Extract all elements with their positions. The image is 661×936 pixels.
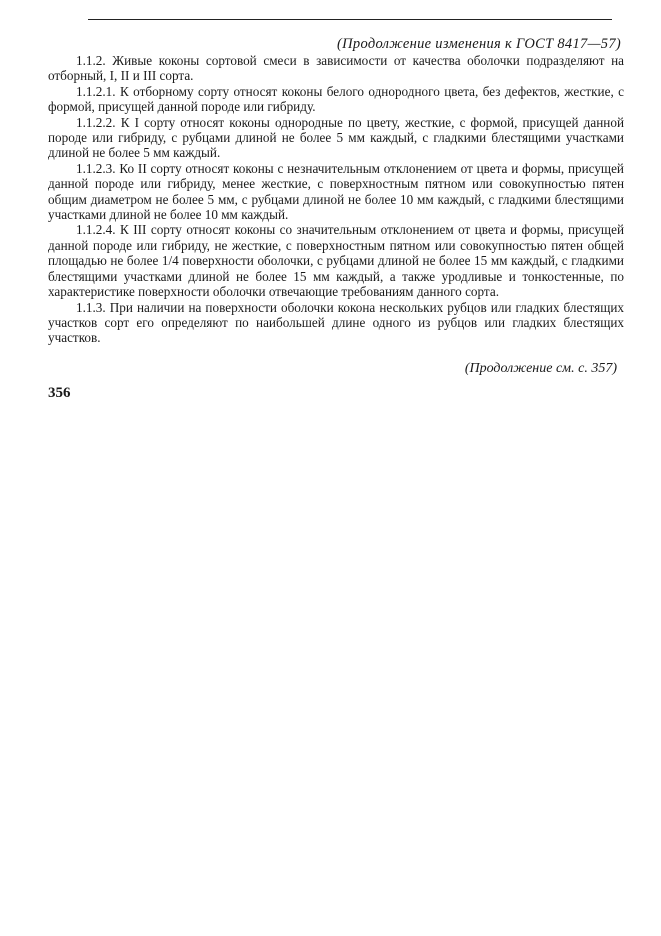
paragraph-1-1-3: 1.1.3. При наличии на поверхности оболочки кокона нескольких рубцов или гладких блестящих участков сорт его определяют по наибольшей длине одного из рубцов или гладких блестящих участков. xyxy=(48,299,624,346)
paragraph-1-1-2-1: 1.1.2.1. К отборному сорту относят коконы белого однородного цвета, без дефектов, жесткие, с формой, присущей данной породе или гибриду. xyxy=(48,83,624,115)
top-rule xyxy=(88,19,612,20)
header-continuation-note: (Продолжение изменения к ГОСТ 8417—57) xyxy=(337,36,621,52)
footer-continuation-note: (Продолжение см. с. 357) xyxy=(464,361,617,376)
body-text xyxy=(48,53,624,346)
paragraph-1-1-2-2: 1.1.2.2. К I сорту относят коконы однородные по цвету, жесткие, с формой, присущей данной породе или гибриду, с рубцами длиной не более 5 мм каждый, с гладкими блестящими участками длиной не более 5 мм каждый. xyxy=(48,114,624,161)
page-number: 356 xyxy=(48,385,71,401)
paragraph-1-1-2-4: 1.1.2.4. К III сорту относят коконы со значительным отклонением от цвета и формы, присущей данной породе или гибриду, не жесткие, с поверхностным пятном или совокупностью пятен общей площадью не более 1/4 поверхности оболочки, с рубцами длиной не более 15 мм каждый, с гладкими блестящими участками длиной не более 15 мм каждый, а также уродливые и тонкостенные, по характеристике поверхности оболочки отвечающие требованиям данного сорта. xyxy=(48,222,624,300)
paragraph-1-1-2-3: 1.1.2.3. Ко II сорту относят коконы с незначительным отклонением от цвета и формы, присущей данной породе или гибриду, менее жесткие, с поверхностным пятном или совокупностью пятен общим диаметром не более 5 мм, с рубцами длиной не более 10 мм каждый, с гладкими блестящими участками длиной не более 10 мм каждый. xyxy=(48,160,624,223)
paragraph-1-1-2: 1.1.2. Живые коконы сортовой смеси в зависимости от качества оболочки подразделяют на отборный, I, II и III сорта. xyxy=(48,53,624,84)
